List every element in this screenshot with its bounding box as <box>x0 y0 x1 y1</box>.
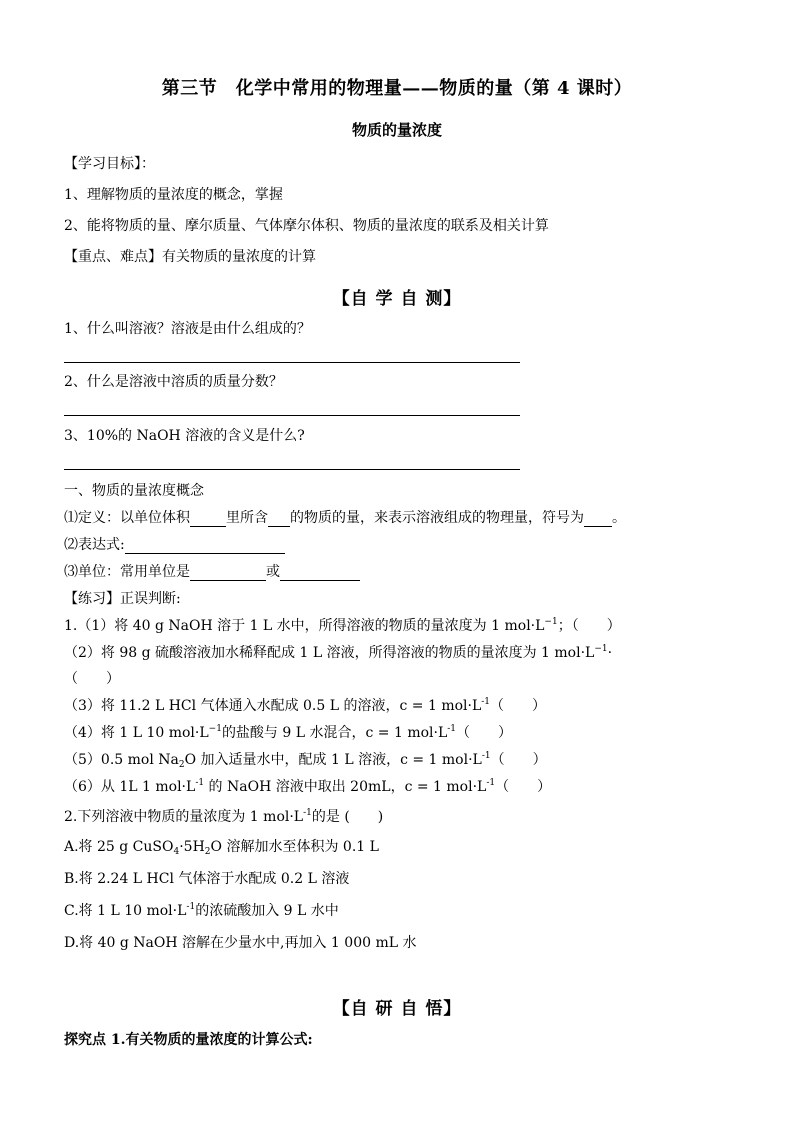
practice-item-5 <box>64 751 547 769</box>
option-c-text-1: C.将 1 L 10 mol·L <box>64 903 187 919</box>
practice-4-sup-1: −1 <box>208 724 222 734</box>
practice-6-sup-2: -1 <box>486 778 496 788</box>
unit-label: ⑶单位：常用单位是 <box>64 564 190 580</box>
practice-item-3 <box>64 697 546 715</box>
practice-6-sup-1: -1 <box>195 778 205 788</box>
practice-4-text-2: 的盐酸与 9 L 水混合，c = 1 mol·L <box>221 725 448 741</box>
self-test-question-3: 3、10%的 NaOH 溶液的含义是什么? <box>64 428 305 444</box>
option-c <box>64 902 339 920</box>
practice-5-text-1: （5）0.5 mol Na <box>64 752 179 768</box>
expression-label: ⑵表达式: <box>64 537 125 553</box>
practice-6-text-2: 的 NaOH 溶液中取出 20mL，c = 1 mol·L <box>204 779 487 795</box>
option-a-text-2: ·5H <box>179 839 205 855</box>
option-c-text-2: 的浓硫酸加入 9 L 水中 <box>195 903 339 919</box>
goal-item-1: 1、理解物质的量浓度的概念，掌握 <box>64 187 283 203</box>
practice-5-sup: -1 <box>481 751 491 761</box>
unit-or: 或 <box>266 564 280 580</box>
practice-1-text: 1.（1）将 40 g NaOH 溶于 1 L 水中，所得溶液的物质的量浓度为 1 mol·L <box>64 618 545 634</box>
concept-heading: 一、物质的量浓度概念 <box>64 483 204 499</box>
practice-3-sup: -1 <box>481 697 491 707</box>
practice-1-paren: ；（ ） <box>557 618 621 634</box>
practice-6-paren: （ ） <box>495 779 552 795</box>
option-a-text-3: O 溶解加水至体积为 0.1 L <box>210 839 379 855</box>
goals-heading: 【学习目标】： <box>64 156 155 172</box>
question-2-text: 2.下列溶液中物质的量浓度为 1 mol·L <box>64 809 304 825</box>
option-c-sup: -1 <box>186 902 196 912</box>
self-study-heading: 【自 研 自 悟】 <box>332 999 462 1019</box>
practice-4-paren: （ ） <box>456 725 513 741</box>
page-title: 第三节 化学中常用的物理量——物质的量（第 4 课时） <box>161 78 633 99</box>
practice-heading: 【练习】正误判断: <box>64 591 181 607</box>
blank-volume[interactable] <box>190 512 226 527</box>
practice-5-paren: （ ） <box>490 752 547 768</box>
concept-definition <box>64 509 626 527</box>
practice-5-sub: 2 <box>178 760 185 770</box>
practice-2-dot: · <box>607 645 613 661</box>
self-test-question-2: 2、什么是溶液中溶质的质量分数？ <box>64 374 283 390</box>
explore-point-1: 探究点 1.有关物质的量浓度的计算公式: <box>64 1032 313 1048</box>
answer-line-2[interactable] <box>64 415 520 416</box>
question-2-paren: 的是 ( ) <box>311 809 384 825</box>
question-2-stem <box>64 808 383 826</box>
practice-5-text-2: O 加入适量水中，配成 1 L 溶液，c = 1 mol·L <box>184 752 482 768</box>
blank-unit-2[interactable] <box>280 566 360 581</box>
option-a-sub-2: 2 <box>204 847 211 857</box>
concept-expression <box>64 536 285 554</box>
option-d: D.将 40 g NaOH 溶解在少量水中,再加入 1 000 mL 水 <box>64 935 417 951</box>
practice-item-6 <box>64 778 551 796</box>
blank-symbol[interactable] <box>584 512 612 527</box>
key-points: 【重点、难点】有关物质的量浓度的计算 <box>64 249 316 265</box>
option-b: B.将 2.24 L HCl 气体溶于水配成 0.2 L 溶液 <box>64 871 350 887</box>
concept-unit <box>64 563 360 581</box>
definition-text-4: 。 <box>612 510 626 526</box>
definition-text-3: 的物质的量，来表示溶液组成的物理量，符号为 <box>290 510 584 526</box>
blank-unit-1[interactable] <box>190 566 266 581</box>
practice-6-text-1: （6）从 1L 1 mol·L <box>64 779 196 795</box>
option-a-text-1: A.将 25 g CuSO <box>64 839 174 855</box>
practice-4-text-1: （4）将 1 L 10 mol·L <box>64 725 209 741</box>
practice-item-4 <box>64 724 512 742</box>
self-test-question-1: 1、什么叫溶液？溶液是由什么组成的？ <box>64 321 311 337</box>
practice-3-paren: （ ） <box>490 698 547 714</box>
answer-line-1[interactable] <box>64 362 520 363</box>
practice-item-2 <box>64 644 612 662</box>
self-test-heading: 【自 学 自 测】 <box>332 289 462 309</box>
practice-item-2-paren: （ ） <box>64 671 120 687</box>
definition-text-2: 里所含 <box>226 510 268 526</box>
practice-2-sup: −1 <box>594 644 608 654</box>
goal-item-2: 2、能将物质的量、摩尔质量、气体摩尔体积、物质的量浓度的联系及相关计算 <box>64 218 549 234</box>
option-a <box>64 838 379 856</box>
blank-expression[interactable] <box>125 539 285 554</box>
blank-solute[interactable] <box>268 512 290 527</box>
practice-item-1 <box>64 617 621 635</box>
question-2-sup: -1 <box>303 808 312 818</box>
definition-text-1: ⑴定义：以单位体积 <box>64 510 190 526</box>
practice-4-sup-2: -1 <box>447 724 457 734</box>
practice-3-text: （3）将 11.2 L HCl 气体通入水配成 0.5 L 的溶液，c = 1 mol·L <box>64 698 482 714</box>
practice-1-sup: −1 <box>544 617 558 627</box>
practice-2-text: （2）将 98 g 硫酸溶液加水稀释配成 1 L 溶液，所得溶液的物质的量浓度为 1 mol·L <box>64 645 595 661</box>
answer-line-3[interactable] <box>64 469 520 470</box>
option-a-sub-1: 4 <box>173 847 180 857</box>
page-subtitle: 物质的量浓度 <box>351 121 442 139</box>
